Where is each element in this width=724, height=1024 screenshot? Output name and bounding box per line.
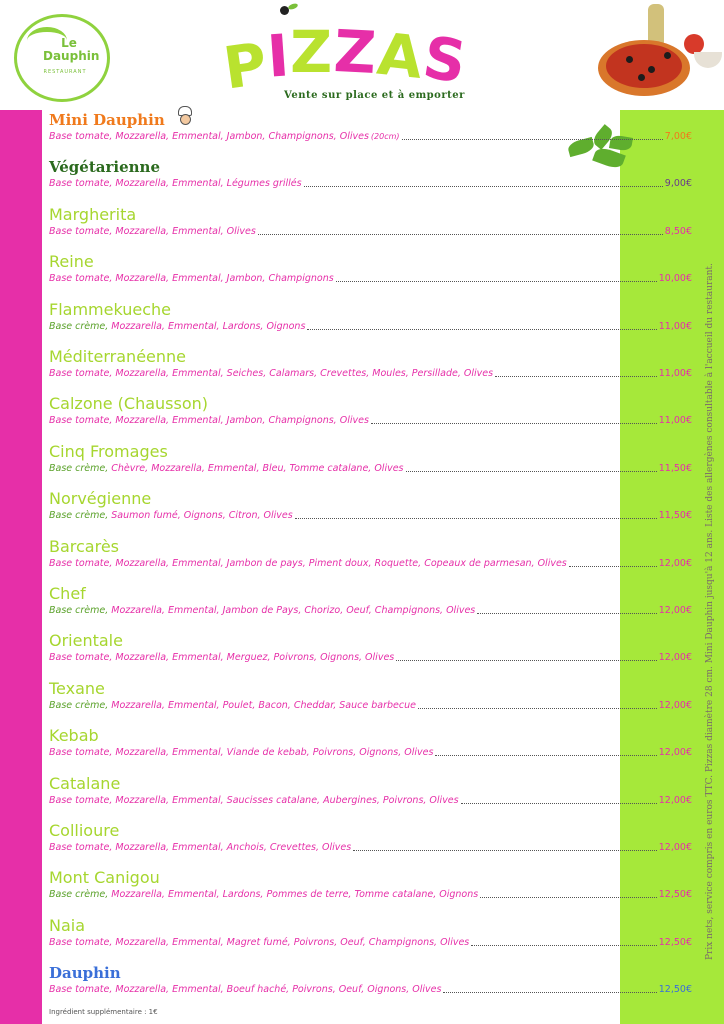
logo-tagline: RESTAURANT	[43, 69, 87, 75]
title-letter: Z	[290, 18, 335, 86]
pizza-line	[49, 652, 692, 664]
dot-leader	[295, 518, 657, 519]
dot-leader	[471, 945, 656, 946]
dot-leader	[307, 329, 656, 330]
menu-item	[49, 774, 692, 807]
pizza-price: 12,50€	[658, 936, 692, 948]
menu-item	[49, 963, 692, 996]
pizza-price: 10,00€	[658, 273, 692, 285]
pizza-name: Orientale	[49, 631, 123, 651]
title-letter: Z	[332, 16, 380, 88]
pizza-name: Catalane	[49, 773, 121, 793]
pizza-line	[49, 795, 692, 807]
pizza-description	[49, 368, 493, 380]
pizza-name: Cinq Fromages	[49, 441, 168, 461]
menu-item	[49, 157, 692, 190]
pizza-line	[49, 889, 692, 901]
pizza-description	[49, 415, 369, 427]
pizza-description	[49, 984, 441, 996]
extra-ingredient-note: Ingrédient supplémentaire : 1€	[49, 1008, 158, 1016]
pizza-line	[49, 700, 692, 712]
pizza-price: 11,00€	[658, 415, 692, 427]
pizza-line	[49, 131, 692, 143]
menu-item	[49, 584, 692, 617]
pizza-ingredients: Mozzarella, Emmental, Jambon de Pays, Chorizo, Oeuf, Champignons, Olives	[111, 605, 476, 616]
pizza-description	[49, 795, 459, 807]
pizza-price: 12,00€	[658, 557, 692, 569]
dot-leader	[435, 755, 656, 756]
pizza-line	[49, 178, 692, 190]
pizza-ingredients: Base tomate, Mozzarella, Emmental, Merguez, Poivrons, Oignons, Olives	[49, 652, 395, 664]
pizza-ingredients: Base tomate, Mozzarella, Emmental, Seiches, Calamars, Crevettes, Moules, Persillade, Olives	[49, 368, 494, 379]
pizza-description	[49, 463, 404, 475]
menu-item	[49, 394, 692, 427]
dot-leader	[353, 850, 657, 851]
pizza-description	[49, 178, 302, 190]
pizza-line	[49, 321, 692, 333]
menu-item	[49, 347, 692, 380]
pizza-line	[49, 558, 692, 570]
pizza-description	[49, 321, 305, 333]
pizza-name: Norvégienne	[49, 489, 152, 509]
pizza-price: 11,50€	[658, 510, 692, 522]
pizza-price: 12,00€	[658, 605, 692, 616]
pizza-price: 11,50€	[658, 462, 692, 474]
pizza-line	[49, 984, 692, 996]
pizza-ingredients: Chèvre, Mozzarella, Emmental, Bleu, Tomme catalane, Olives	[111, 462, 404, 474]
pizza-ingredients: Base tomate, Mozzarella, Emmental, Olives	[49, 225, 256, 237]
pizza-name: Méditerranéenne	[49, 347, 186, 366]
pizza-size-note: (20cm)	[370, 132, 400, 141]
pizza-ingredients: Base tomate, Mozzarella, Emmental, Viande de kebab, Poivrons, Oignons, Olives	[49, 747, 434, 759]
pizza-name: Margherita	[49, 204, 137, 224]
pizza-base: Base crème,	[49, 605, 109, 616]
page-subtitle: Vente sur place et à emporter	[284, 90, 465, 101]
pizza-price: 12,00€	[658, 699, 692, 711]
menu-item	[49, 252, 692, 285]
dot-leader	[396, 660, 657, 661]
pizza-ingredients: Base tomate, Mozzarella, Emmental, Anchois, Crevettes, Olives	[49, 842, 352, 853]
dot-leader	[258, 234, 663, 235]
pizza-name: Kebab	[49, 726, 99, 746]
menu-item	[49, 916, 692, 949]
pizza-line	[49, 368, 692, 380]
pizza-description	[49, 889, 478, 901]
pizza-line	[49, 415, 692, 427]
pizza-name: Mini Dauphin	[49, 111, 165, 129]
pizza-ingredients: Base tomate, Mozzarella, Emmental, Boeuf haché, Poivrons, Oeuf, Oignons, Olives	[49, 984, 442, 996]
title-letter: I	[264, 21, 293, 91]
pizza-name: Collioure	[49, 821, 120, 840]
pizza-description	[49, 131, 400, 143]
dot-leader	[406, 471, 657, 472]
price-allergen-note: Prix nets, service compris en euros TTC. Pizzas diamètre 28 cm. Mini Dauphin jusqu'à 12 ans. Liste des allergènes consultable à l'accueil du restaurant.	[705, 263, 715, 960]
pizza-name: Flammekueche	[49, 299, 172, 319]
pizza-name: Naia	[49, 915, 86, 935]
pizza-name: Végétarienne	[49, 158, 160, 177]
dot-leader	[418, 708, 657, 709]
pizza-base: Base crème,	[49, 320, 109, 332]
pizza-name: Reine	[49, 252, 94, 272]
pizza-description	[49, 558, 567, 570]
pizza-name: Barcarès	[49, 536, 120, 556]
title-letter: A	[374, 19, 429, 93]
pizza-description	[49, 510, 293, 522]
pizza-ingredients: Base tomate, Mozzarella, Emmental, Jambon, Champignons, Olives	[49, 131, 369, 142]
pizza-ingredients: Base tomate, Mozzarella, Emmental, Légumes grillés	[49, 178, 302, 190]
pizza-description	[49, 226, 256, 238]
pizza-price: 12,00€	[658, 652, 692, 664]
pizza-description	[49, 842, 351, 854]
pizza-description	[49, 747, 433, 759]
pizza-line	[49, 842, 692, 854]
dot-leader	[461, 803, 657, 804]
menu-item	[49, 205, 692, 238]
title-letter: S	[418, 22, 473, 97]
pizza-ingredients: Mozzarella, Emmental, Poulet, Bacon, Cheddar, Sauce barbecue	[111, 699, 416, 711]
pizza-price: 12,50€	[658, 984, 692, 996]
dot-leader	[402, 139, 663, 140]
pizza-name: Dauphin	[49, 964, 121, 983]
logo-name-line1: Le	[61, 36, 77, 50]
pizza-name: Calzone (Chausson)	[49, 394, 209, 414]
menu-item	[49, 537, 692, 570]
pizza-description	[49, 273, 334, 285]
pizza-ingredients: Base tomate, Mozzarella, Emmental, Jambon, Champignons	[49, 273, 334, 285]
pizza-price: 11,00€	[658, 368, 692, 379]
pizza-base: Base crème,	[49, 462, 109, 474]
pizza-name: Texane	[49, 678, 105, 698]
dot-leader	[569, 566, 657, 567]
pizza-line	[49, 510, 692, 522]
menu-item	[49, 631, 692, 664]
menu-item	[49, 300, 692, 333]
dot-leader	[480, 897, 657, 898]
pizza-line	[49, 747, 692, 759]
pizza-line	[49, 273, 692, 285]
pizza-price: 12,00€	[658, 794, 692, 806]
dot-leader	[495, 376, 657, 377]
pizza-line	[49, 226, 692, 238]
pizza-base: Base crème,	[49, 889, 109, 901]
pizza-base: Base crème,	[49, 510, 109, 522]
pizza-line	[49, 605, 692, 617]
menu-item	[49, 726, 692, 759]
pizza-line	[49, 937, 692, 949]
pizza-description	[49, 700, 416, 712]
logo-name-line2: Dauphin	[43, 49, 100, 63]
pizza-ingredients: Saumon fumé, Oignons, Citron, Olives	[111, 510, 293, 522]
pizza-description	[49, 652, 394, 664]
menu-item	[49, 110, 692, 143]
pizza-line	[49, 463, 692, 475]
pizza-price: 12,50€	[658, 889, 692, 901]
pizza-ingredients: Base tomate, Mozzarella, Emmental, Saucisses catalane, Aubergines, Poivrons, Olives	[49, 794, 459, 806]
pizza-ingredients: Mozzarella, Emmental, Lardons, Pommes de terre, Tomme catalane, Oignons	[111, 889, 479, 901]
pizza-price: 8,50€	[664, 225, 692, 237]
menu-item	[49, 868, 692, 901]
dot-leader	[336, 281, 657, 282]
pizza-ingredients: Base tomate, Mozzarella, Emmental, Jambon de pays, Piment doux, Roquette, Copeaux de parmesan, Olives	[49, 557, 567, 569]
menu-item	[49, 821, 692, 854]
pizza-name: Chef	[49, 584, 86, 603]
title-letter: P	[219, 29, 273, 103]
pizza-price: 12,00€	[658, 842, 692, 853]
pizza-description	[49, 605, 475, 617]
menu-item	[49, 679, 692, 712]
dot-leader	[304, 186, 663, 187]
pizza-ingredients: Base tomate, Mozzarella, Emmental, Jambon, Champignons, Olives	[49, 415, 369, 427]
pizza-name: Mont Canigou	[49, 868, 160, 888]
pizza-price: 9,00€	[664, 178, 692, 190]
dot-leader	[371, 423, 657, 424]
pizza-ingredients: Base tomate, Mozzarella, Emmental, Magret fumé, Poivrons, Oeuf, Champignons, Olives	[49, 936, 470, 948]
pizza-description	[49, 937, 469, 949]
pizza-price: 12,00€	[658, 747, 692, 759]
pizza-price: 7,00€	[664, 131, 692, 142]
menu-item	[49, 489, 692, 522]
menu-item	[49, 442, 692, 475]
pizza-price: 11,00€	[658, 320, 692, 332]
pizza-ingredients: Mozzarella, Emmental, Lardons, Oignons	[111, 320, 306, 332]
dot-leader	[477, 613, 657, 614]
pizza-base: Base crème,	[49, 699, 109, 711]
dot-leader	[443, 992, 656, 993]
